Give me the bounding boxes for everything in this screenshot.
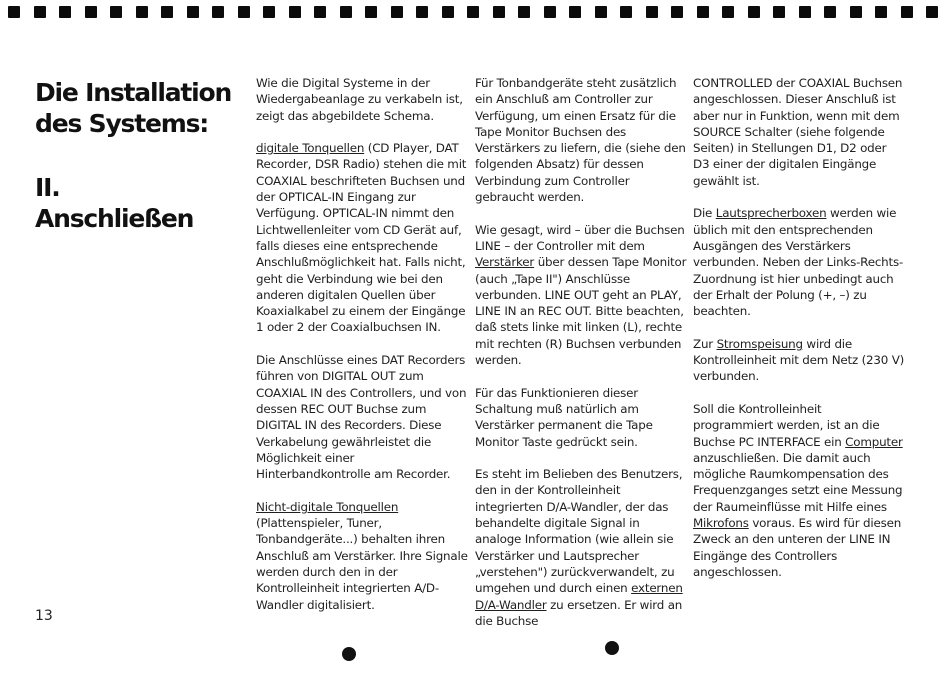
binding-hole [289, 6, 301, 18]
binding-hole [391, 6, 403, 18]
paragraph [475, 222, 687, 369]
binding-hole [8, 6, 20, 18]
heading [35, 77, 245, 139]
text-run: Es steht im Belieben des Benutzers, den in der Kontrolleinheit integrierten D/A-Wandler, der das behandelte digitale Signal in analoge Information (wie allein sie Verstärker und Lautsprecher „verstehen") zurückverwandelt, zu umgehen und durch einen [475, 467, 683, 596]
binding-hole [518, 6, 530, 18]
binding-hole [34, 6, 46, 18]
paragraph [256, 140, 468, 336]
binding-hole [773, 6, 785, 18]
binding-hole [442, 6, 454, 18]
underlined-term: Stromspeisung [716, 336, 803, 351]
paragraph [475, 385, 687, 450]
binding-hole [901, 6, 913, 18]
paragraph [693, 75, 905, 189]
binding-hole [136, 6, 148, 18]
text-run: zu ersetzen. Er wird an die Buchse [475, 597, 683, 628]
heading-line: Die Installation [35, 78, 232, 107]
paragraph [475, 75, 687, 205]
paragraph [256, 499, 468, 613]
text-run: Für das Funktionieren dieser Schaltung muß natürlich am Verstärker permanent die Tape Monitor Taste gedrückt sein. [475, 385, 653, 449]
underlined-term: externen D/A-Wandler [475, 581, 683, 612]
binding-hole [671, 6, 683, 18]
binding-holes [0, 0, 950, 22]
underlined-term: Lautsprecherboxen [715, 206, 827, 221]
text-run: werden wie üblich mit den entsprechenden Ausgängen des Verstärkers verbunden. Neben der Links-Rechts-Zuordnung ist hier unbedingt auch der Erhalt der Polung (+, –) zu beachten. [693, 206, 904, 319]
subheading [35, 172, 245, 234]
binding-hole [85, 6, 97, 18]
binding-hole [799, 6, 811, 18]
binding-hole [620, 6, 632, 18]
text-run: Wie gesagt, wird – über die Buchsen LINE – der Controller mit dem [475, 222, 685, 253]
punch-dot [342, 647, 356, 661]
paragraph [693, 401, 905, 580]
binding-hole [314, 6, 326, 18]
underlined-term: Computer [845, 434, 903, 449]
text-run: über dessen Tape Monitor (auch „Tape II") Anschlüsse verbunden. LINE OUT geht an PLAY, LINE IN an REC OUT. Bitte beachten, daß stets linke mit linken (L), rechte mit rechten (R) Buchsen verbunden werden. [475, 255, 687, 368]
page-number: 13 [35, 608, 53, 624]
binding-hole [569, 6, 581, 18]
paragraph [693, 336, 905, 385]
text-run: Soll die Kontrolleinheit programmiert werden, ist an die Buchse PC INTERFACE ein [693, 401, 880, 449]
binding-hole [646, 6, 658, 18]
binding-hole [824, 6, 836, 18]
underlined-term: digitale Tonquellen [256, 141, 365, 156]
binding-hole [161, 6, 173, 18]
text-run: Zur [693, 336, 717, 351]
subheading-line: II. [35, 173, 60, 202]
binding-hole [544, 6, 556, 18]
text-run: anzuschließen. Die damit auch mögliche Raumkompensation des Frequenzganges setzt eine Messung der Raumeinflüsse mit Hilfe eines [693, 450, 903, 514]
paragraph [693, 205, 905, 319]
punch-dot [605, 641, 619, 655]
binding-hole [850, 6, 862, 18]
binding-hole [926, 6, 938, 18]
binding-hole [263, 6, 275, 18]
binding-hole [722, 6, 734, 18]
binding-hole [416, 6, 428, 18]
binding-hole [493, 6, 505, 18]
text-column-3 [693, 75, 905, 597]
subheading-line: Anschließen [35, 204, 194, 233]
underlined-term: Mikrofons [693, 516, 749, 531]
binding-hole [110, 6, 122, 18]
paragraph [475, 466, 687, 629]
binding-hole [59, 6, 71, 18]
text-run: (CD Player, DAT Recorder, DSR Radio) stehen die mit COAXIAL beschrifteten Buchsen und der OPTICAL-IN Eingang zur Verfügung. OPTICAL-IN nimmt den Lichtwellenleiter vom CD Gerät auf, falls dieses eine entsprechende Anschlußmöglichkeit hat. Falls nicht, geht die Verbindung wie bei den anderen digitalen Quellen über Koaxialkabel zu einem der Eingänge 1 oder 2 der Coaxialbuchsen IN. [256, 141, 467, 335]
text-run: voraus. Es wird für diesen Zweck an den unteren der LINE IN Eingänge des Controllers angeschlossen. [693, 516, 902, 579]
binding-hole [212, 6, 224, 18]
paragraph [256, 75, 468, 124]
underlined-term: Nicht-digitale Tonquellen [256, 499, 399, 514]
text-column-2 [475, 75, 687, 645]
binding-hole [875, 6, 887, 18]
text-run: Die Anschlüsse eines DAT Recorders führen von DIGITAL OUT zum COAXIAL IN des Controllers, und von dessen REC OUT Buchse zum DIGITAL IN des Recorders. Diese Verkabelung gewährleistet die Möglichkeit einer Hinterbandkontrolle am Recorder. [256, 353, 467, 482]
binding-hole [467, 6, 479, 18]
text-run: (Plattenspieler, Tuner, Tonbandgeräte...) behalten ihren Anschluß am Verstärker. Ihre Signale werden durch den in der Kontrolleinheit integrierten A/D-Wandler digitalisiert. [256, 516, 468, 612]
binding-hole [238, 6, 250, 18]
text-run: wird die Kontrolleinheit mit dem Netz (230 V) verbunden. [693, 336, 905, 384]
paragraph [256, 352, 468, 482]
text-column-1 [256, 75, 468, 629]
binding-hole [595, 6, 607, 18]
binding-hole [748, 6, 760, 18]
underlined-term: Verstärker [475, 255, 535, 270]
text-run: Für Tonbandgeräte steht zusätzlich ein Anschluß am Controller zur Verfügung, um einen Ersatz für die Tape Monitor Buchsen des Verstärkers zu liefern, die (siehe den folgenden Absatz) für dessen Verbindung zum Controller gebraucht werden. [475, 76, 686, 205]
text-run: Die [693, 206, 716, 221]
binding-hole [365, 6, 377, 18]
heading-line: des Systems: [35, 109, 209, 138]
binding-hole [187, 6, 199, 18]
binding-hole [340, 6, 352, 18]
text-run: Wie die Digital Systeme in der Wiedergabeanlage zu verkabeln ist, zeigt das abgebildete Schema. [256, 76, 463, 123]
binding-hole [697, 6, 709, 18]
text-run: CONTROLLED der COAXIAL Buchsen angeschlossen. Dieser Anschluß ist aber nur in Funktion, wenn mit dem SOURCE Schalter (siehe folgende Seiten) in Stellungen D1, D2 oder D3 einer der digitalen Eingänge gewählt ist. [693, 76, 903, 188]
